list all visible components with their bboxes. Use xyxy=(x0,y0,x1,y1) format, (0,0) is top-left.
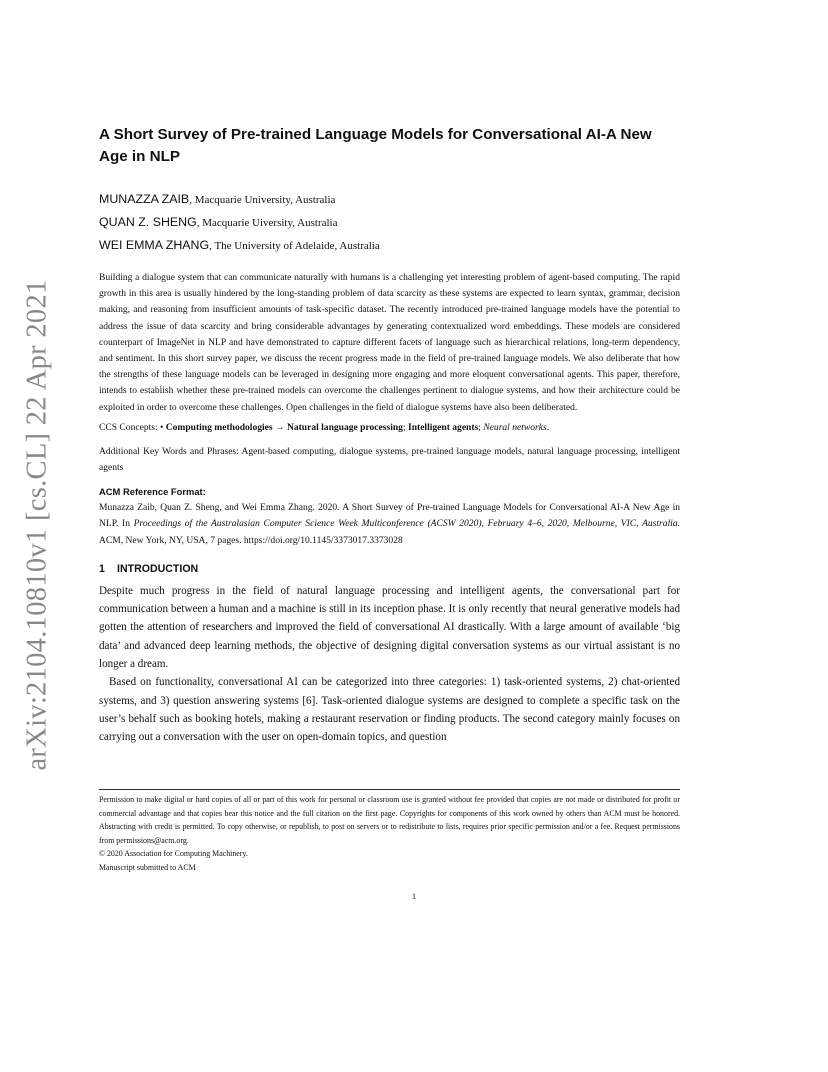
arxiv-stamp-text: arXiv:2104.10810v1 [cs.CL] 22 Apr 2021 xyxy=(22,279,54,771)
permission-notice: Permission to make digital or hard copies of all or part of this work for personal or classroom use is granted without fee provided that copies are not made or distributed for profit or commercial advantage and that copies bear this notice and the full citation on the first page. Copyrights for components of this work owned by others than ACM must be honored. Abstracting with credit is permitted. To copy otherwise, or republish, to post on servers or to redistribute to lists, requires prior specific permission and/or a fee. Request permissions from permissions@acm.org. xyxy=(99,795,680,845)
ccs-prefix: CCS Concepts: • xyxy=(99,421,166,433)
keywords: Additional Key Words and Phrases: Agent-based computing, dialogue systems, pre-trained language models, natural language processing, intelligent agents xyxy=(99,445,680,474)
ccs-arrow: → xyxy=(272,421,287,433)
author-affiliation: , The University of Adelaide, Australia xyxy=(209,240,380,252)
author-affiliation: , Macquarie University, Australia xyxy=(189,194,336,206)
author-2 xyxy=(99,211,680,234)
manuscript-notice: Manuscript submitted to ACM xyxy=(99,862,196,872)
author-affiliation: , Macquarie Uiversity, Australia xyxy=(196,217,338,229)
author-name: WEI EMMA ZHANG xyxy=(99,238,210,252)
ccs-end: . xyxy=(546,421,550,433)
ccs-term: Neural networks xyxy=(483,421,547,433)
footnote-block xyxy=(99,789,680,875)
page-number: 1 xyxy=(412,892,416,901)
title-line-2: Age in NLP xyxy=(99,148,181,165)
ccs-term: Natural language processing xyxy=(286,421,403,433)
ccs-term: Intelligent agents xyxy=(407,421,479,433)
author-1 xyxy=(99,188,680,211)
title-line-1: A Short Survey of Pre-trained Language Models for Conversational AI-A New xyxy=(99,126,652,143)
ccs-concepts xyxy=(99,420,680,436)
author-name: QUAN Z. SHENG xyxy=(99,215,197,229)
arxiv-stamp xyxy=(14,279,62,771)
acm-ref-proceedings: Proceedings of the Australasian Computer Science Week Multiconference (ACSW 2020), February 4–6, 2020, Melbourne, VIC, Australia. xyxy=(133,518,680,530)
ccs-separator: ; xyxy=(402,421,408,433)
author-name: MUNAZZA ZAIB xyxy=(99,192,190,206)
author-list xyxy=(99,188,680,257)
acm-ref-text: Munazza Zaib, Quan Z. Sheng, and Wei Emma Zhang. 2020. A Short Survey of Pre-trained Language Models for Conversational AI-A New Age in NLP. In xyxy=(99,502,680,530)
section-heading xyxy=(99,561,680,577)
acm-reference-body xyxy=(99,500,680,549)
paper-title xyxy=(99,124,680,168)
paper-page xyxy=(99,124,680,747)
intro-paragraph-2: Based on functionality, conversational AI can be categorized into three categories: 1) task-oriented systems, 2) chat-oriented systems, and 3) question answering systems [6]. Task-oriented dialogue systems are designed to complete a specific task on the user’s behalf such as booking hotels, making a restaurant reservation or finding products. The second category mainly focuses on carrying out a conversation with the user on open-domain topics, and question xyxy=(99,676,680,744)
abstract: Building a dialogue system that can communicate naturally with humans is a challenging yet interesting problem of agent-based computing. The rapid growth in this area is usually hindered by the long-standing problem of data scarcity as these systems are expected to learn syntax, grammar, decision making, and reasoning from insufficient amounts of task-specific dataset. The recently introduced pre-trained language models have the potential to address the issue of data scarcity and bring considerable advantages by generating contextualized word embeddings. These models are considered counterpart of ImageNet in NLP and have demonstrated to capture different facets of language such as hierarchical relations, long-term dependency, and sentiment. In this short survey paper, we discuss the recent progress made in the field of pre-trained language models. We also deliberate that how the strengths of these language models can be leveraged in designing more engaging and more eloquent conversational agents. This paper, therefore, intends to establish whether these pre-trained models can overcome the challenges pertinent to dialogue systems, and how their architecture could be exploited in order to overcome these challenges. Open challenges in the field of dialogue systems have also been deliberated. xyxy=(99,272,680,413)
intro-paragraph-1: Despite much progress in the field of natural language processing and intelligent agents, the conversational part for communication between a human and a machine is still in its inception phase. It is only recently that neural generative models had gotten the attention of researchers and improved the field of conversational AI drastically. With a large amount of available ‘big data’ and advanced deep learning methods, the objective of designing digital conversation systems as our virtual assistant is no longer a dream. xyxy=(99,584,680,671)
section-number: 1 xyxy=(99,562,105,575)
acm-ref-text: ACM, New York, NY, USA, 7 pages. https://doi.org/10.1145/3373017.3373028 xyxy=(99,534,403,546)
acm-reference-heading: ACM Reference Format: xyxy=(99,486,206,498)
section-title: INTRODUCTION xyxy=(117,562,199,575)
ccs-term: Computing methodologies xyxy=(165,421,273,433)
copyright-notice: © 2020 Association for Computing Machinery. xyxy=(99,849,248,859)
ccs-separator: ; xyxy=(478,421,484,433)
author-3 xyxy=(99,234,680,257)
